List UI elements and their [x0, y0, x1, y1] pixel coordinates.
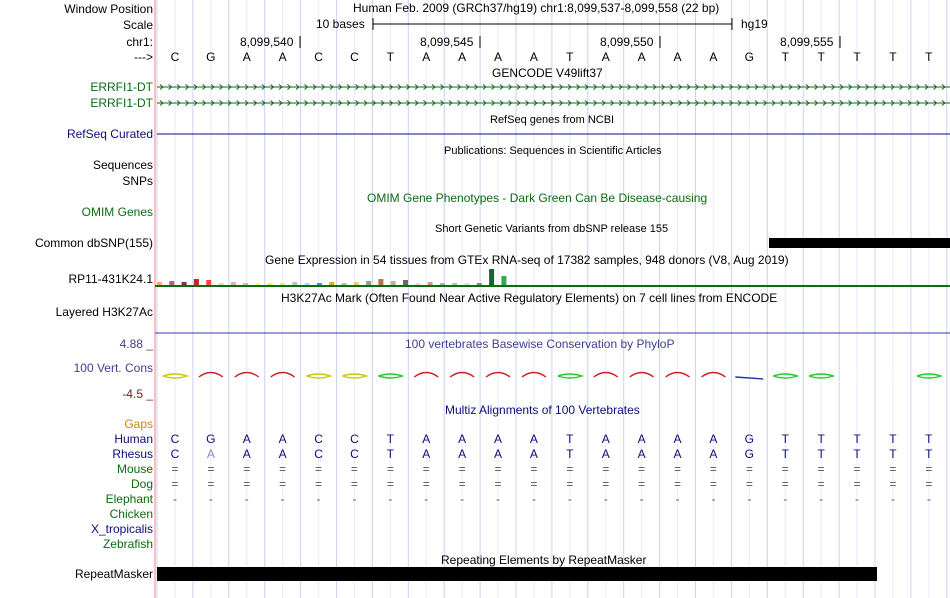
ruler-base: A	[278, 50, 287, 64]
alignment-base: =	[602, 462, 610, 476]
alignment-base: A	[637, 447, 646, 461]
gtex-tissue-bar[interactable]	[415, 283, 420, 285]
alignment-base: =	[674, 477, 682, 491]
alignment-base: C	[170, 447, 180, 461]
publications-title: Publications: Sequences in Scientific Articles	[444, 145, 662, 157]
gtex-tissue-bar[interactable]	[489, 269, 494, 285]
alignment-base: A	[637, 432, 646, 446]
gtex-title: Gene Expression in 54 tissues from GTEx RNA-seq of 17382 samples, 948 donors (V8, Aug 2019)	[265, 253, 789, 267]
alignment-base: A	[673, 432, 682, 446]
alignment-base: =	[709, 477, 717, 491]
alignment-base: -	[747, 492, 752, 506]
alignment-base: =	[602, 477, 610, 491]
alignment-base: T	[853, 447, 861, 461]
alignment-base: -	[208, 492, 213, 506]
alignment-base: =	[279, 462, 287, 476]
alignment-base: T	[817, 447, 825, 461]
window-position-label: Window Position	[64, 2, 153, 16]
alignment-base: =	[566, 477, 574, 491]
alignment-base: A	[529, 432, 538, 446]
alignment-base: -	[496, 492, 501, 506]
alignment-base: =	[638, 477, 646, 491]
gtex-tissue-bar[interactable]	[194, 279, 199, 285]
omim-label[interactable]: OMIM Genes	[81, 205, 153, 219]
ruler-base: T	[386, 50, 395, 64]
ruler-base: T	[925, 50, 933, 64]
alignment-base: A	[458, 432, 467, 446]
gtex-bargraph[interactable]	[157, 269, 506, 285]
alignment-base: =	[674, 462, 682, 476]
alignment-base: =	[781, 462, 789, 476]
alignment-base: =	[817, 477, 825, 491]
alignment-base: C	[314, 447, 323, 461]
gtex-tissue-bar[interactable]	[317, 283, 322, 285]
alignment-base: -	[855, 492, 860, 506]
gtex-tissue-bar[interactable]	[243, 283, 248, 285]
h3k27ac-label[interactable]: Layered H3K27Ac	[55, 305, 153, 319]
ruler-base: A	[242, 50, 251, 64]
alignment-base: T	[925, 447, 933, 461]
alignment-base: A	[709, 447, 718, 461]
alignment-base: =	[781, 477, 789, 491]
pos-8099555: 8,099,555	[780, 35, 834, 49]
alignment-base: A	[709, 432, 718, 446]
alignment-base: =	[530, 462, 538, 476]
alignment-base: A	[242, 432, 251, 446]
alignment-base: A	[494, 447, 503, 461]
dbsnp-label[interactable]: Common dbSNP(155)	[34, 236, 153, 250]
alignment-base: =	[207, 462, 215, 476]
alignment-base: T	[781, 447, 789, 461]
alignment-base: T	[817, 432, 825, 446]
ruler-base: T	[889, 50, 897, 64]
ruler-base: A	[601, 50, 610, 64]
alignment-base: T	[386, 432, 395, 446]
scale-label: Scale	[122, 18, 153, 32]
alignment-base: T	[925, 432, 933, 446]
species-label[interactable]: Dog	[130, 477, 153, 491]
alignment-base: =	[207, 477, 215, 491]
gtex-tissue-bar[interactable]	[477, 283, 482, 285]
gencode-row-label-2[interactable]: ERRFI1-DT	[90, 96, 153, 110]
pos-8099540: 8,099,540	[240, 35, 294, 49]
gtex-label[interactable]: RP11-431K24.1	[68, 272, 153, 286]
ruler-base: C	[170, 50, 180, 64]
alignment-base: -	[711, 492, 716, 506]
dbsnp-variant[interactable]	[769, 238, 950, 248]
species-label[interactable]: Zebrafish	[102, 537, 153, 551]
gtex-tissue-bar[interactable]	[440, 283, 445, 285]
assembly-title: Human Feb. 2009 (GRCh37/hg19) chr1:8,099,537-8,099,558 (22 bp)	[353, 1, 720, 15]
gencode-transcripts[interactable]	[157, 85, 950, 106]
gtex-tissue-bar[interactable]	[292, 282, 297, 285]
alignment-base: -	[388, 492, 393, 506]
alignment-base: =	[889, 462, 897, 476]
gtex-tissue-bar[interactable]	[280, 283, 285, 285]
alignment-base: T	[889, 432, 897, 446]
ruler-base: T	[817, 50, 825, 64]
alignment-base: -	[890, 492, 895, 506]
alignment-base: =	[279, 477, 287, 491]
gtex-tissue-bar[interactable]	[206, 280, 211, 285]
alignment-base: -	[783, 492, 788, 506]
gtex-tissue-bar[interactable]	[255, 283, 260, 285]
chr-label: chr1:	[126, 35, 153, 49]
cons-title: 100 vertebrates Basewise Conservation by PhyloP	[405, 337, 675, 351]
pos-8099545: 8,099,545	[420, 35, 474, 49]
alignment-base: -	[244, 492, 249, 506]
species-label[interactable]: X_tropicalis	[90, 522, 153, 536]
alignment-base: A	[422, 432, 431, 446]
ruler-base: A	[673, 50, 682, 64]
alignment-base: A	[422, 447, 431, 461]
gaps-label[interactable]: Gaps	[124, 417, 153, 431]
gtex-tissue-bar[interactable]	[342, 283, 347, 285]
alignment-base: =	[745, 462, 753, 476]
alignment-base: -	[675, 492, 680, 506]
gtex-tissue-bar[interactable]	[366, 281, 371, 285]
alignment-base: A	[458, 447, 467, 461]
alignment-base: =	[530, 477, 538, 491]
gtex-tissue-bar[interactable]	[182, 282, 187, 285]
alignment-base: =	[422, 462, 430, 476]
alignment-base: A	[494, 432, 503, 446]
alignment-base: -	[603, 492, 608, 506]
conservation-logo	[735, 377, 763, 379]
alignment-base: A	[601, 432, 610, 446]
alignment-base: =	[638, 462, 646, 476]
scale-bar[interactable]	[373, 18, 732, 30]
refseq-title: RefSeq genes from NCBI	[490, 114, 615, 126]
alignment-base: -	[352, 492, 357, 506]
gtex-tissue-bar[interactable]	[354, 282, 359, 285]
alignment-base: -	[424, 492, 429, 506]
alignment-base: =	[350, 477, 358, 491]
ruler-base: A	[529, 50, 538, 64]
gtex-tissue-bar[interactable]	[403, 280, 408, 285]
alignment-base: =	[709, 462, 717, 476]
alignment-base: A	[673, 447, 682, 461]
ruler-base: A	[458, 50, 467, 64]
alignment-base: G	[744, 447, 755, 461]
alignment-base: -	[926, 492, 931, 506]
species-label[interactable]: Chicken	[109, 507, 153, 521]
alignment-base: =	[386, 462, 394, 476]
alignment-base: =	[494, 462, 502, 476]
strand-label: --->	[134, 50, 153, 64]
species-label[interactable]: Elephant	[105, 492, 153, 506]
gtex-tissue-bar[interactable]	[428, 282, 433, 285]
alignment-base: =	[566, 462, 574, 476]
alignment-base: =	[315, 462, 323, 476]
alignment-base: =	[494, 477, 502, 491]
alignment-base: =	[386, 477, 394, 491]
gtex-tissue-bar[interactable]	[329, 282, 334, 285]
species-label[interactable]: Rhesus	[112, 447, 153, 461]
alignment-base: =	[853, 477, 861, 491]
refseq-label[interactable]: RefSeq Curated	[66, 127, 153, 141]
alignment-base: =	[171, 477, 179, 491]
alignment-base: T	[781, 432, 789, 446]
alignment-base: -	[172, 492, 177, 506]
dbsnp-title: Short Genetic Variants from dbSNP release 155	[435, 223, 669, 235]
gtex-tissue-bar[interactable]	[501, 276, 506, 285]
alignment-base: =	[853, 462, 861, 476]
cons-max: 4.88 _	[119, 337, 153, 351]
alignment-base: =	[243, 477, 251, 491]
alignment-base: A	[278, 432, 287, 446]
alignment-base: =	[458, 462, 466, 476]
alignment-base: =	[315, 477, 323, 491]
ruler-base: G	[744, 50, 755, 64]
alignment-base: =	[817, 462, 825, 476]
alignment-base: =	[422, 477, 430, 491]
gtex-tissue-bar[interactable]	[231, 282, 236, 285]
species-label[interactable]: Human	[114, 432, 153, 446]
alignment-base: -	[531, 492, 536, 506]
alignment-base: C	[350, 447, 359, 461]
alignment-base: T	[386, 447, 395, 461]
scale-text: 10 bases	[316, 17, 365, 31]
ruler-base: A	[637, 50, 646, 64]
alignment-base: C	[170, 432, 180, 446]
alignment-base: -	[460, 492, 465, 506]
ruler-base: T	[781, 50, 789, 64]
alignment-base: =	[889, 477, 897, 491]
h3k27ac-title: H3K27Ac Mark (Often Found Near Active Regulatory Elements) on 7 cell lines from ENCODE	[281, 291, 778, 305]
alignment-base: =	[925, 462, 933, 476]
ruler-base: T	[566, 50, 574, 64]
omim-title: OMIM Gene Phenotypes - Dark Green Can Be Disease-causing	[367, 191, 708, 205]
ruler-base: A	[709, 50, 718, 64]
alignment-base: =	[171, 462, 179, 476]
gencode-title: GENCODE V49lift37	[492, 66, 603, 80]
alignment-base: -	[819, 492, 824, 506]
ruler-base: C	[350, 50, 359, 64]
alignment-base: C	[314, 432, 323, 446]
alignment-base: =	[350, 462, 358, 476]
repeatmasker-title: Repeating Elements by RepeatMasker	[441, 553, 647, 567]
gtex-tissue-bar[interactable]	[219, 283, 224, 285]
alignment-base: A	[529, 447, 538, 461]
repeatmasker-label[interactable]: RepeatMasker	[74, 567, 153, 581]
alignment-base: -	[280, 492, 285, 506]
ruler-base: C	[314, 50, 323, 64]
alignment-base: A	[601, 447, 610, 461]
alignment-base: =	[458, 477, 466, 491]
cons-min: -4.5 _	[122, 387, 153, 401]
alignment-base: =	[925, 477, 933, 491]
alignment-base: -	[567, 492, 572, 506]
alignment-base: A	[278, 447, 287, 461]
multiz-title: Multiz Alignments of 100 Vertebrates	[445, 403, 640, 417]
alignment-base: =	[243, 462, 251, 476]
species-label[interactable]: Mouse	[116, 462, 153, 476]
ruler-base: A	[494, 50, 503, 64]
gtex-tissue-bar[interactable]	[465, 283, 470, 285]
cons-label[interactable]: 100 Vert. Cons	[73, 361, 153, 375]
scale-db: hg19	[741, 17, 768, 31]
publications-sequences-label[interactable]: Sequences	[92, 158, 153, 172]
gtex-tissue-bar[interactable]	[169, 281, 174, 285]
gtex-tissue-bar[interactable]	[378, 279, 383, 285]
pos-8099550: 8,099,550	[600, 35, 654, 49]
alignment-base: G	[744, 432, 755, 446]
alignment-base: T	[889, 447, 897, 461]
alignment-base: -	[316, 492, 321, 506]
gtex-tissue-bar[interactable]	[452, 283, 457, 285]
alignment-base: T	[566, 432, 574, 446]
ruler-base: G	[206, 50, 216, 64]
alignment-base: -	[639, 492, 644, 506]
repeatmasker-element[interactable]	[157, 567, 877, 581]
gtex-tissue-bar[interactable]	[268, 283, 273, 285]
alignment-base: T	[853, 432, 861, 446]
alignment-base: A	[242, 447, 251, 461]
alignment-base: C	[350, 432, 359, 446]
gtex-tissue-bar[interactable]	[391, 281, 396, 285]
alignment-base: =	[745, 477, 753, 491]
gtex-tissue-bar[interactable]	[157, 282, 162, 285]
gtex-tissue-bar[interactable]	[305, 283, 310, 285]
gencode-row-label-1[interactable]: ERRFI1-DT	[90, 80, 153, 94]
alignment-base: A	[206, 447, 215, 461]
alignment-base: G	[206, 432, 216, 446]
publications-snps-label[interactable]: SNPs	[122, 174, 153, 188]
ruler-base: T	[853, 50, 861, 64]
alignment-base: T	[566, 447, 574, 461]
ruler-base: A	[422, 50, 431, 64]
